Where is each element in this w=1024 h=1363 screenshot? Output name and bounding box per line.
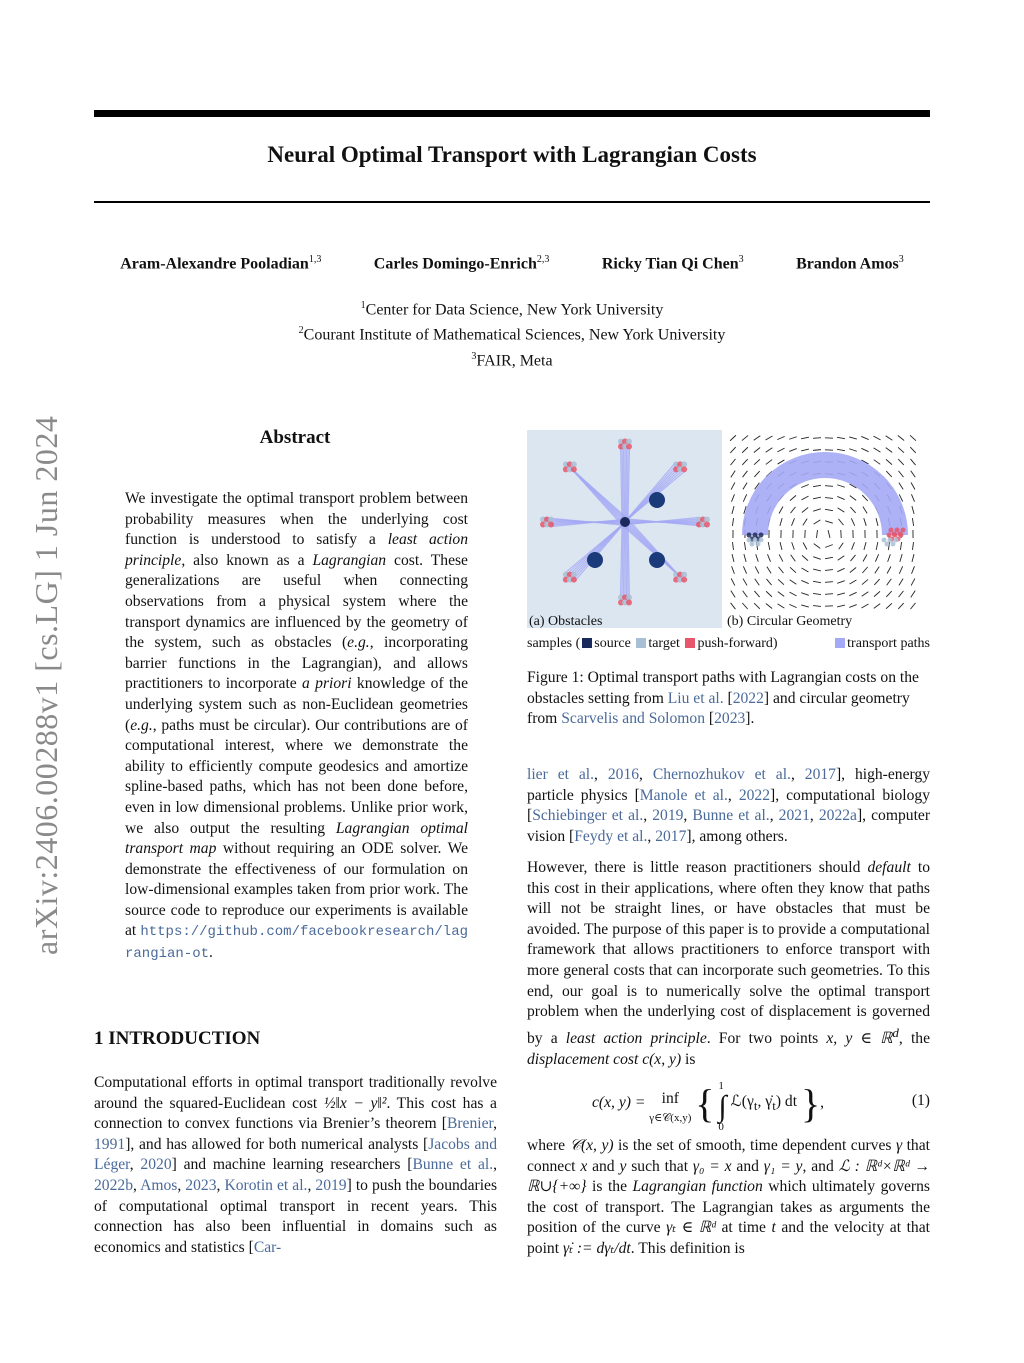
transport-path	[624, 443, 625, 524]
citation-link[interactable]: Schiebinger et al.	[532, 807, 644, 825]
citation-year-link[interactable]: 2016	[607, 766, 640, 783]
citation-year-link[interactable]: 2023	[714, 710, 746, 728]
abstract-body: We investigate the optimal transport problem between probability measures when the underlying cost function is understood to satisfy a least action principle, also known as a Lagrangian cost. These generalizations are useful when connecting observations from a physical system where the transport dynamics are influenced by the geometry of the system, such as obstacles (e.g., incorporating barrier functions in the Lagrangian), and allows practitioners to incorporate a priori knowledge of the underlying system such as non-Euclidean geometries (e.g., paths must be circular). Our contributions are of computational interest, where we demonstrate the ability to efficiently compute geodesics and amortize spline-based paths, which has not been done before, even in low dimensional problems. Unlike prior work, we also output the resulting Lagrangian optimal transport map without requiring an ODE solver. We demonstrate the effectiveness of our formulation on low-dimensional examples taken from prior work. The source code to reproduce our experiments is available at https://github.com/facebookresearch/lagrangian-ot.	[125, 490, 469, 963]
source-swatch	[582, 638, 592, 648]
affiliations	[94, 295, 930, 371]
legend-paths: transport paths	[833, 636, 930, 652]
citation-year-link[interactable]: 2022	[732, 689, 764, 707]
author: Aram-Alexandre Pooladian$^{1,3}$	[120, 254, 322, 273]
push-swatch	[685, 638, 695, 648]
field-tick	[825, 594, 833, 595]
paths-swatch	[835, 638, 845, 648]
section-heading: 1 INTRODUCTION	[94, 1028, 261, 1049]
figure-caption: Figure 1: Optimal transport paths with Lagrangian costs on the obstacles setting from Liu et al. [2022] and circular geometry from Scarvelis and Solomon [2023].	[527, 669, 919, 728]
obstacle-circle	[587, 552, 603, 568]
citation-link[interactable]: Amos	[140, 1176, 178, 1194]
sample-point	[753, 533, 758, 538]
sample-point	[888, 538, 893, 543]
affiliation: $^1$Center for Data Science, New York University	[360, 300, 664, 319]
equation-1	[527, 1072, 930, 1132]
right-paragraph-2: However, there is little reason practitioners should default to this cost in their applications, where often they know that paths will not be straight lines, or have obstacles that must be avoided. The purpose of this paper is to provide a computational framework that allows practitioners to enforce transport with more general costs that can incorporate such geometries. To this end, our goal is to numerically solve the optimal transport problem when the underlying cost of displacement is governed by a least action principle. For two points x, y ∈ ℝ$^d$, the displacement cost c(x, y) is	[527, 859, 931, 1068]
subcaption-a: (a) Obstacles	[529, 614, 603, 629]
citation-year-link[interactable]: 2019	[315, 1176, 347, 1194]
figure-legend	[527, 636, 930, 652]
legend-samples: samples ( source target push-forward)	[527, 636, 778, 651]
equation-number: (1)	[911, 1092, 930, 1109]
arxiv-stamp: arXiv:2406.00288v1 [cs.LG] 1 Jun 2024	[28, 415, 64, 955]
citation-link[interactable]: Feydy et al.	[574, 827, 648, 845]
sample-point	[747, 533, 752, 538]
citation-link[interactable]: Bunne et al.	[692, 807, 770, 825]
intro-paragraph: Computational efforts in optimal transport traditionally revolve around the squared-Euclidean cost ½‖x − y‖². This cost has a connection to convex functions via Brenier’s theorem [Brenier, 1991], and has allowed for both numerical analysts [Jacobs and Léger, 2020] and machine learning researchers [Bunne et al., 2022b, Amos, 2023, Korotin et al., 2019] to push the boundaries of computational optimal transport in recent years. This connection has also been influential in domains such as economics and statistics [Car-	[94, 1074, 498, 1256]
right-paragraph-1: lier et al., 2016, Chernozhukov et al., 2017], high-energy particle physics [Manole et al., 2022], computational biology [Schiebinger et al., 2019, Bunne et al., 2021, 2022a], computer vision [Feydy et al., 2017], among others.	[527, 766, 931, 845]
obstacles-panel	[527, 430, 722, 629]
citation-year-link[interactable]: 2020	[140, 1156, 172, 1174]
affiliation: $^2$Courant Institute of Mathematical Sciences, New York University	[298, 325, 726, 344]
sample-point	[704, 522, 710, 528]
obstacle-circle	[649, 552, 665, 568]
sample-point	[891, 542, 896, 547]
sample-point	[571, 466, 577, 472]
sample-point	[759, 538, 764, 543]
affiliation: $^3$FAIR, Meta	[471, 350, 553, 369]
author: Brandon Amos$^3$	[796, 254, 904, 273]
abstract-heading: Abstract	[259, 427, 331, 448]
source-cluster	[620, 517, 630, 527]
citation-year-link[interactable]: 2022b	[94, 1176, 133, 1194]
author: Carles Domingo-Enrich$^{2,3}$	[373, 254, 550, 273]
sample-point	[882, 538, 887, 543]
sample-point	[759, 533, 764, 538]
sample-point	[571, 577, 577, 583]
sample-point	[895, 528, 900, 533]
sample-point	[681, 466, 687, 472]
sample-point	[548, 522, 554, 528]
citation-year-link[interactable]: 2017	[804, 766, 836, 783]
transport-path	[626, 446, 627, 522]
citation-year-link[interactable]: 2022a	[818, 807, 857, 825]
sample-point	[885, 542, 890, 547]
top-rule	[94, 110, 930, 117]
citation-link[interactable]: Chernozhukov et al.	[652, 766, 791, 783]
subcaption-b: (b) Circular Geometry	[727, 614, 853, 629]
citation-link[interactable]: lier et al.	[527, 766, 595, 783]
citation-year-link[interactable]: 2017	[655, 827, 687, 845]
sample-point	[889, 528, 894, 533]
title-rule	[94, 201, 930, 203]
citation-link[interactable]: Korotin et al.	[224, 1176, 308, 1194]
target-swatch	[636, 638, 646, 648]
sample-point	[892, 532, 897, 537]
transport-path	[624, 523, 625, 599]
sample-point	[626, 444, 632, 450]
equation-body: c(x, y) = inf γ∈𝒞(x,y) { 1 ∫ 0 $ℒ(\gamma_t$, $\gammȧ_t$) dt },	[592, 1080, 825, 1133]
sample-point	[753, 538, 758, 543]
citation-link[interactable]: Scarvelis and Solomon	[561, 710, 706, 728]
citation-link[interactable]: Manole et al.	[639, 786, 728, 804]
source-code-link[interactable]: https://github.com/facebookresearch/lagrangian-ot	[125, 924, 468, 963]
sample-point	[887, 533, 892, 538]
citation-year-link[interactable]: 2023	[185, 1176, 217, 1194]
citation-link[interactable]: Liu et al.	[667, 689, 724, 707]
citation-year-link[interactable]: 2022	[738, 786, 770, 804]
figure-1	[527, 430, 927, 630]
circular-panel	[725, 430, 925, 629]
sample-point	[901, 528, 906, 533]
citation-year-link[interactable]: 1991	[94, 1135, 126, 1153]
transport-path	[626, 521, 627, 602]
sample-point	[681, 577, 687, 583]
sample-point	[750, 542, 755, 547]
obstacle-circle	[649, 492, 665, 508]
right-paragraph-3: where 𝒞(x, y) is the set of smooth, time dependent curves γ that connect x and y such that γ₀ = x and γ₁ = y, and ℒ : ℝᵈ×ℝᵈ → ℝ∪{+∞} is the Lagrangian function which ultimately governs the cost of transport. The Lagrangian takes as arguments the position of the curve γₜ ∈ ℝᵈ at time t and the velocity at that point γ̇ₜ := dγₜ/dt. This definition is	[527, 1137, 931, 1257]
sample-point	[747, 538, 752, 543]
citation-link[interactable]: Jacobs and Léger	[94, 1135, 497, 1174]
citation-link[interactable]: Brenier	[446, 1115, 494, 1133]
sample-point	[898, 532, 903, 537]
citation-year-link[interactable]: 2021	[778, 807, 810, 825]
sample-point	[626, 600, 632, 606]
citation-year-link[interactable]: 2019	[652, 807, 684, 825]
paper-title: Neural Optimal Transport with Lagrangian Costs	[267, 142, 757, 167]
sample-point	[894, 538, 899, 543]
citation-link[interactable]: Bunne et al.	[412, 1156, 494, 1174]
citation-link[interactable]: Car-	[253, 1238, 282, 1256]
author-list	[94, 254, 930, 273]
sample-point	[756, 542, 761, 547]
author: Ricky Tian Qi Chen$^3$	[601, 254, 744, 273]
